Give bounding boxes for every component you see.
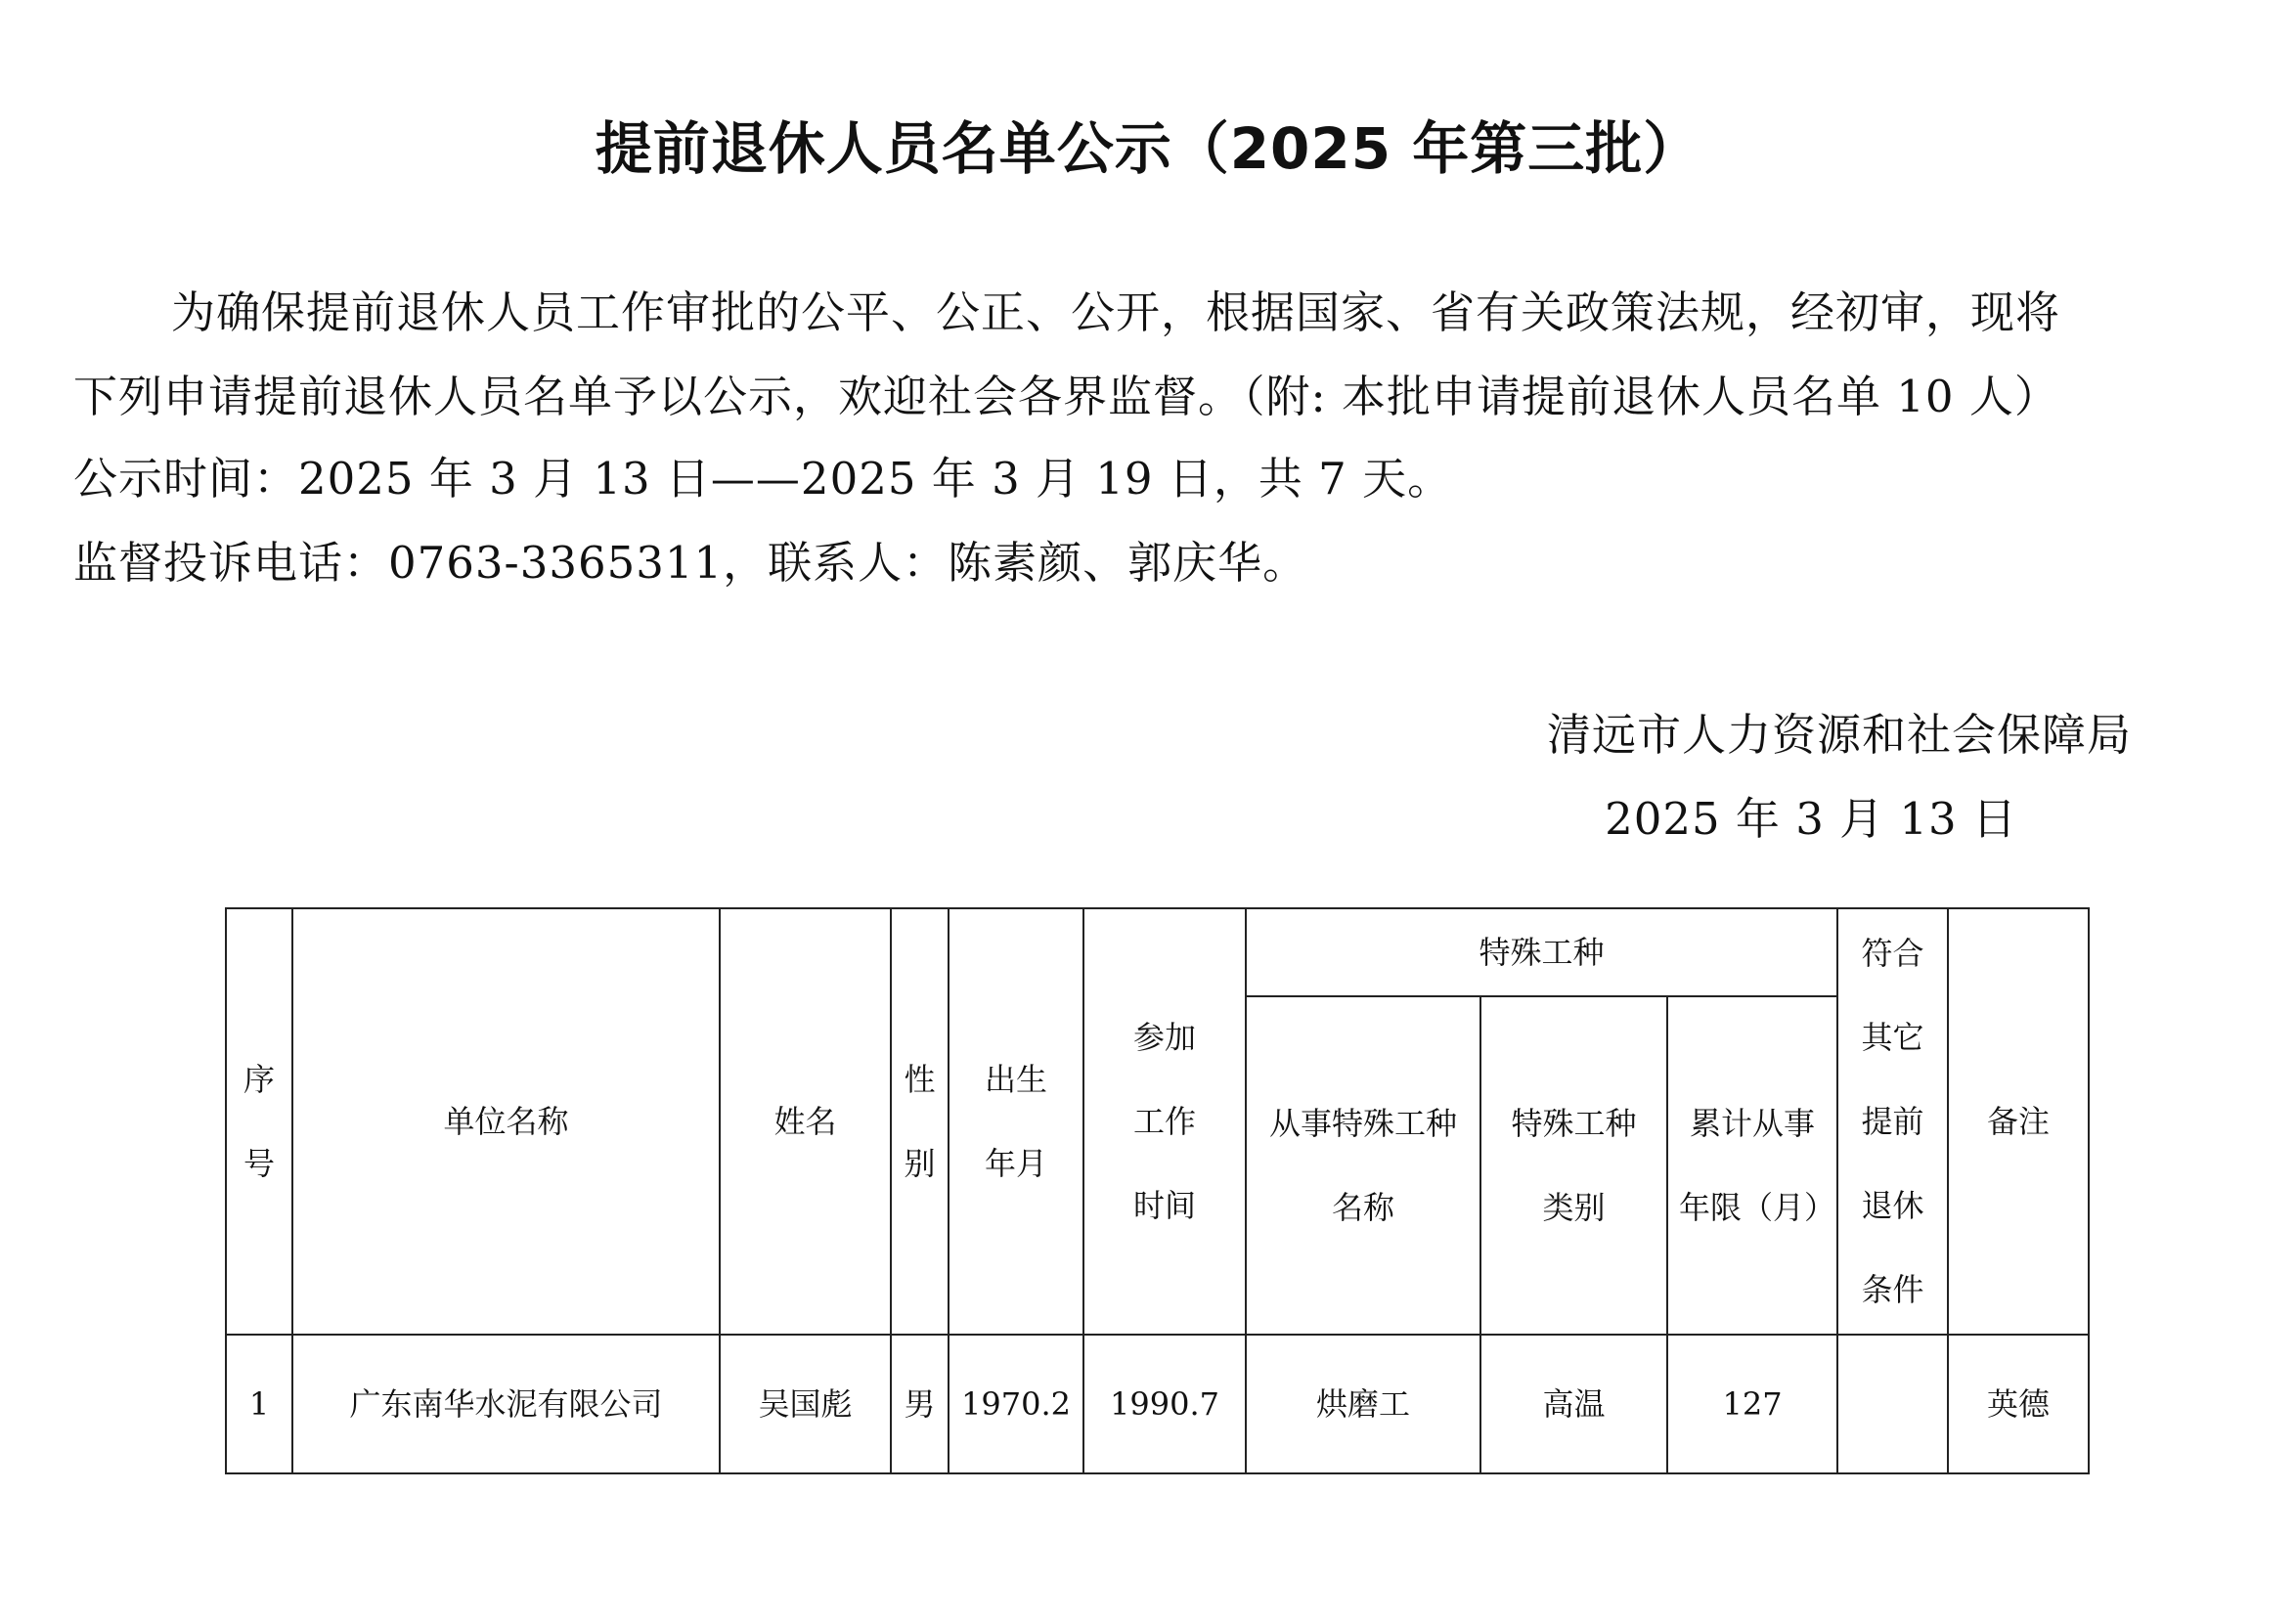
- page-title: 提前退休人员名单公示（2025 年第三批）: [595, 115, 1701, 182]
- publicity-period: 公示时间：2025 年 3 月 13 日——2025 年 3 月 19 日，共 7 天。: [73, 453, 1453, 505]
- cell-work-start: 1990.7: [1083, 1335, 1246, 1473]
- header-gender: 性别: [891, 908, 949, 1335]
- cell-special-months: 127: [1667, 1335, 1837, 1473]
- intro-paragraph-line-1: 为确保提前退休人员工作审批的公平、公正、公开，根据国家、省有关政策法规，经初审，现将: [171, 286, 2061, 338]
- complaint-contact: 监督投诉电话：0763-3365311，联系人：陈素颜、郭庆华。: [73, 537, 1308, 589]
- cell-special-type: 高温: [1480, 1335, 1667, 1473]
- header-special-type: 特殊工种类别: [1480, 996, 1667, 1335]
- cell-other-conditions: [1837, 1335, 1948, 1473]
- cell-seq: 1: [226, 1335, 292, 1473]
- header-birth: 出生年月: [949, 908, 1083, 1335]
- cell-gender: 男: [891, 1335, 949, 1473]
- header-name: 姓名: [720, 908, 891, 1335]
- header-special: 特殊工种: [1246, 908, 1837, 996]
- issuing-organization: 清远市人力资源和社会保障局: [1546, 709, 2132, 761]
- intro-paragraph-line-2: 下列申请提前退休人员名单予以公示，欢迎社会各界监督。（附: 本批申请提前退休人员名单 10 人）: [73, 371, 2059, 422]
- cell-unit: 广东南华水泥有限公司: [292, 1335, 720, 1473]
- header-seq: 序号: [226, 908, 292, 1335]
- header-unit: 单位名称: [292, 908, 720, 1335]
- retiree-table: [225, 907, 2090, 1474]
- header-work-start: 参加工作时间: [1083, 908, 1246, 1335]
- cell-name: 吴国彪: [720, 1335, 891, 1473]
- table-row: [226, 1335, 2089, 1473]
- cell-remark: 英德: [1948, 1335, 2089, 1473]
- cell-birth: 1970.2: [949, 1335, 1083, 1473]
- issue-date: 2025 年 3 月 13 日: [1605, 793, 2017, 845]
- header-special-name: 从事特殊工种名称: [1246, 996, 1480, 1335]
- header-other-conditions: 符合其它提前退休条件: [1837, 908, 1948, 1335]
- header-special-months: 累计从事年限（月）: [1667, 996, 1837, 1335]
- cell-special-name: 烘磨工: [1246, 1335, 1480, 1473]
- header-remark: 备注: [1948, 908, 2089, 1335]
